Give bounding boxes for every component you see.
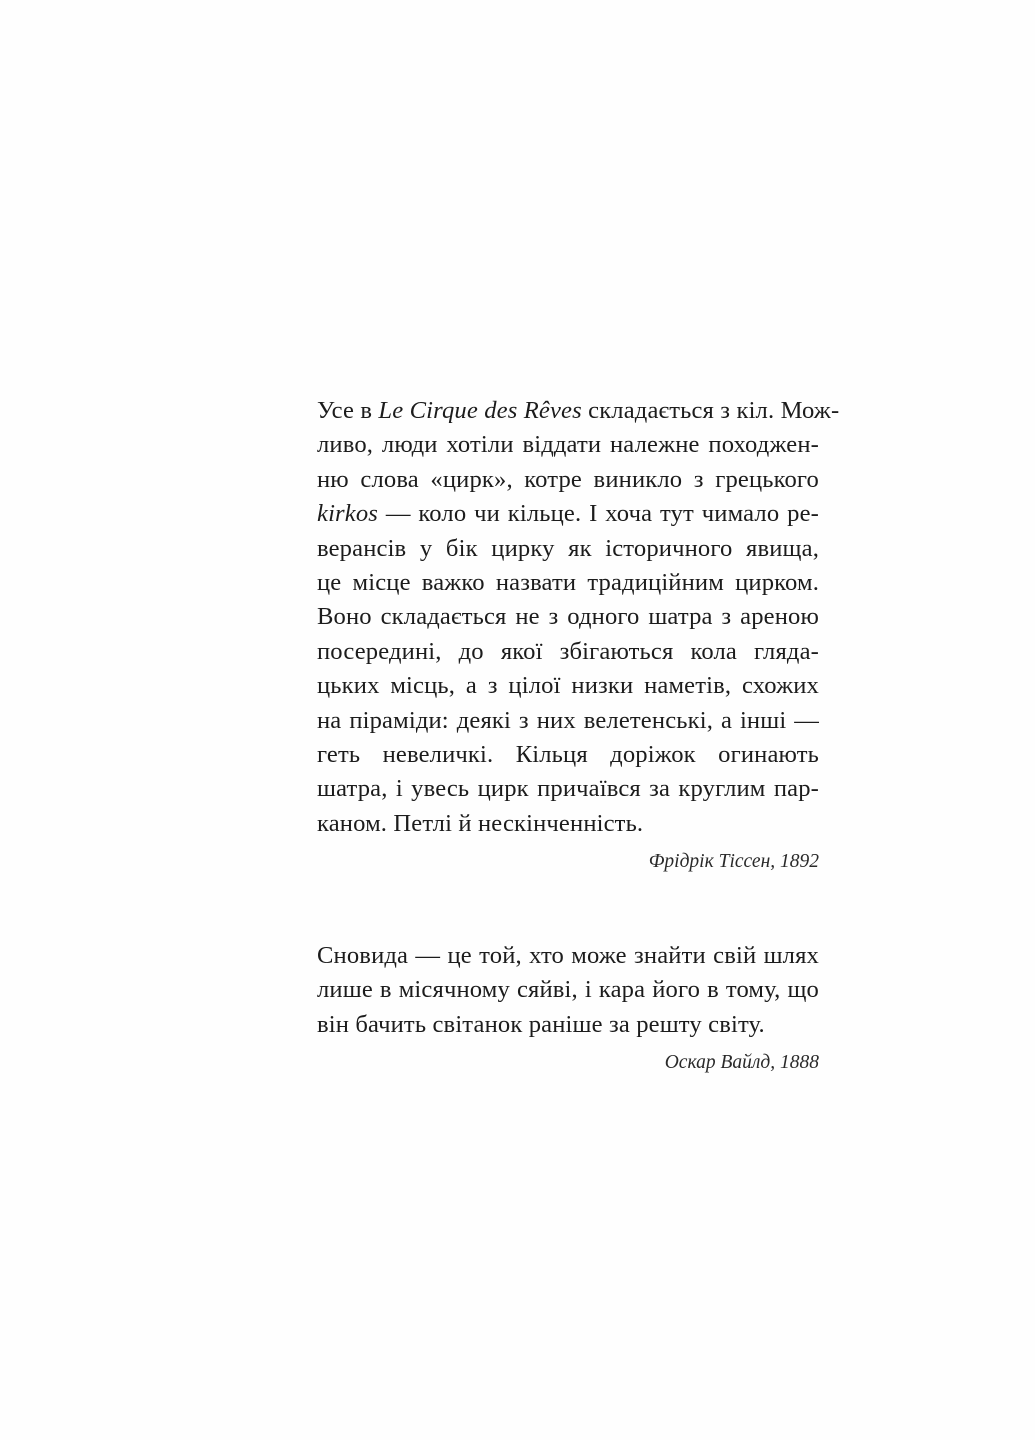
epigraph-line: цьких місць, а з цілої низки наметів, схожих <box>317 672 819 700</box>
epigraph-line <box>317 394 840 428</box>
epigraph-line: каном. Петлі й нескінченність. <box>317 809 644 837</box>
epigraph-line: на піраміди: деякі з них велетенські, а інші — <box>317 706 819 734</box>
epigraph-line: це місце важко назвати традиційним цирком. <box>317 568 819 596</box>
epigraph-line: посередині, до якої збігаються кола гляда- <box>317 637 819 665</box>
epigraph-line: він бачить світанок раніше за решту світу. <box>317 1010 765 1038</box>
epigraph-line: ливо, люди хотіли віддати належне походжен- <box>317 431 819 459</box>
line-text: Усе в <box>317 397 379 424</box>
epigraph-line: ню слова «цирк», котре виникло з грецького <box>317 465 819 493</box>
epigraph-line: Сновида — це той, хто може знайти свій шлях <box>317 942 819 969</box>
epigraph-attribution: Фрідрік Тіссен, 1892 <box>648 851 819 873</box>
epigraph-line <box>317 497 819 531</box>
italic-title: Le Cirque des Rêves <box>378 397 582 424</box>
epigraph-line: Воно складається не з одного шатра з ареною <box>317 603 819 631</box>
line-text: — коло чи кільце. І хоча тут чимало ре- <box>378 500 819 528</box>
epigraph-line: шатра, і увесь цирк причаївся за круглим пар- <box>317 775 819 803</box>
epigraph-thissen <box>317 394 840 875</box>
line-text: складається з кіл. Мож- <box>581 397 840 424</box>
epigraph-attribution: Оскар Вайлд, 1888 <box>664 1052 819 1074</box>
epigraph-line: верансів у бік цирку як історичного явища, <box>317 534 819 562</box>
epigraph-line: лише в місячному сяйві, і кара його в тому, що <box>317 976 819 1004</box>
epigraph-wilde <box>317 939 819 1076</box>
epigraph-line: геть невеличкі. Кільця доріжок огинають <box>317 740 819 768</box>
italic-word: kirkos <box>317 500 379 528</box>
